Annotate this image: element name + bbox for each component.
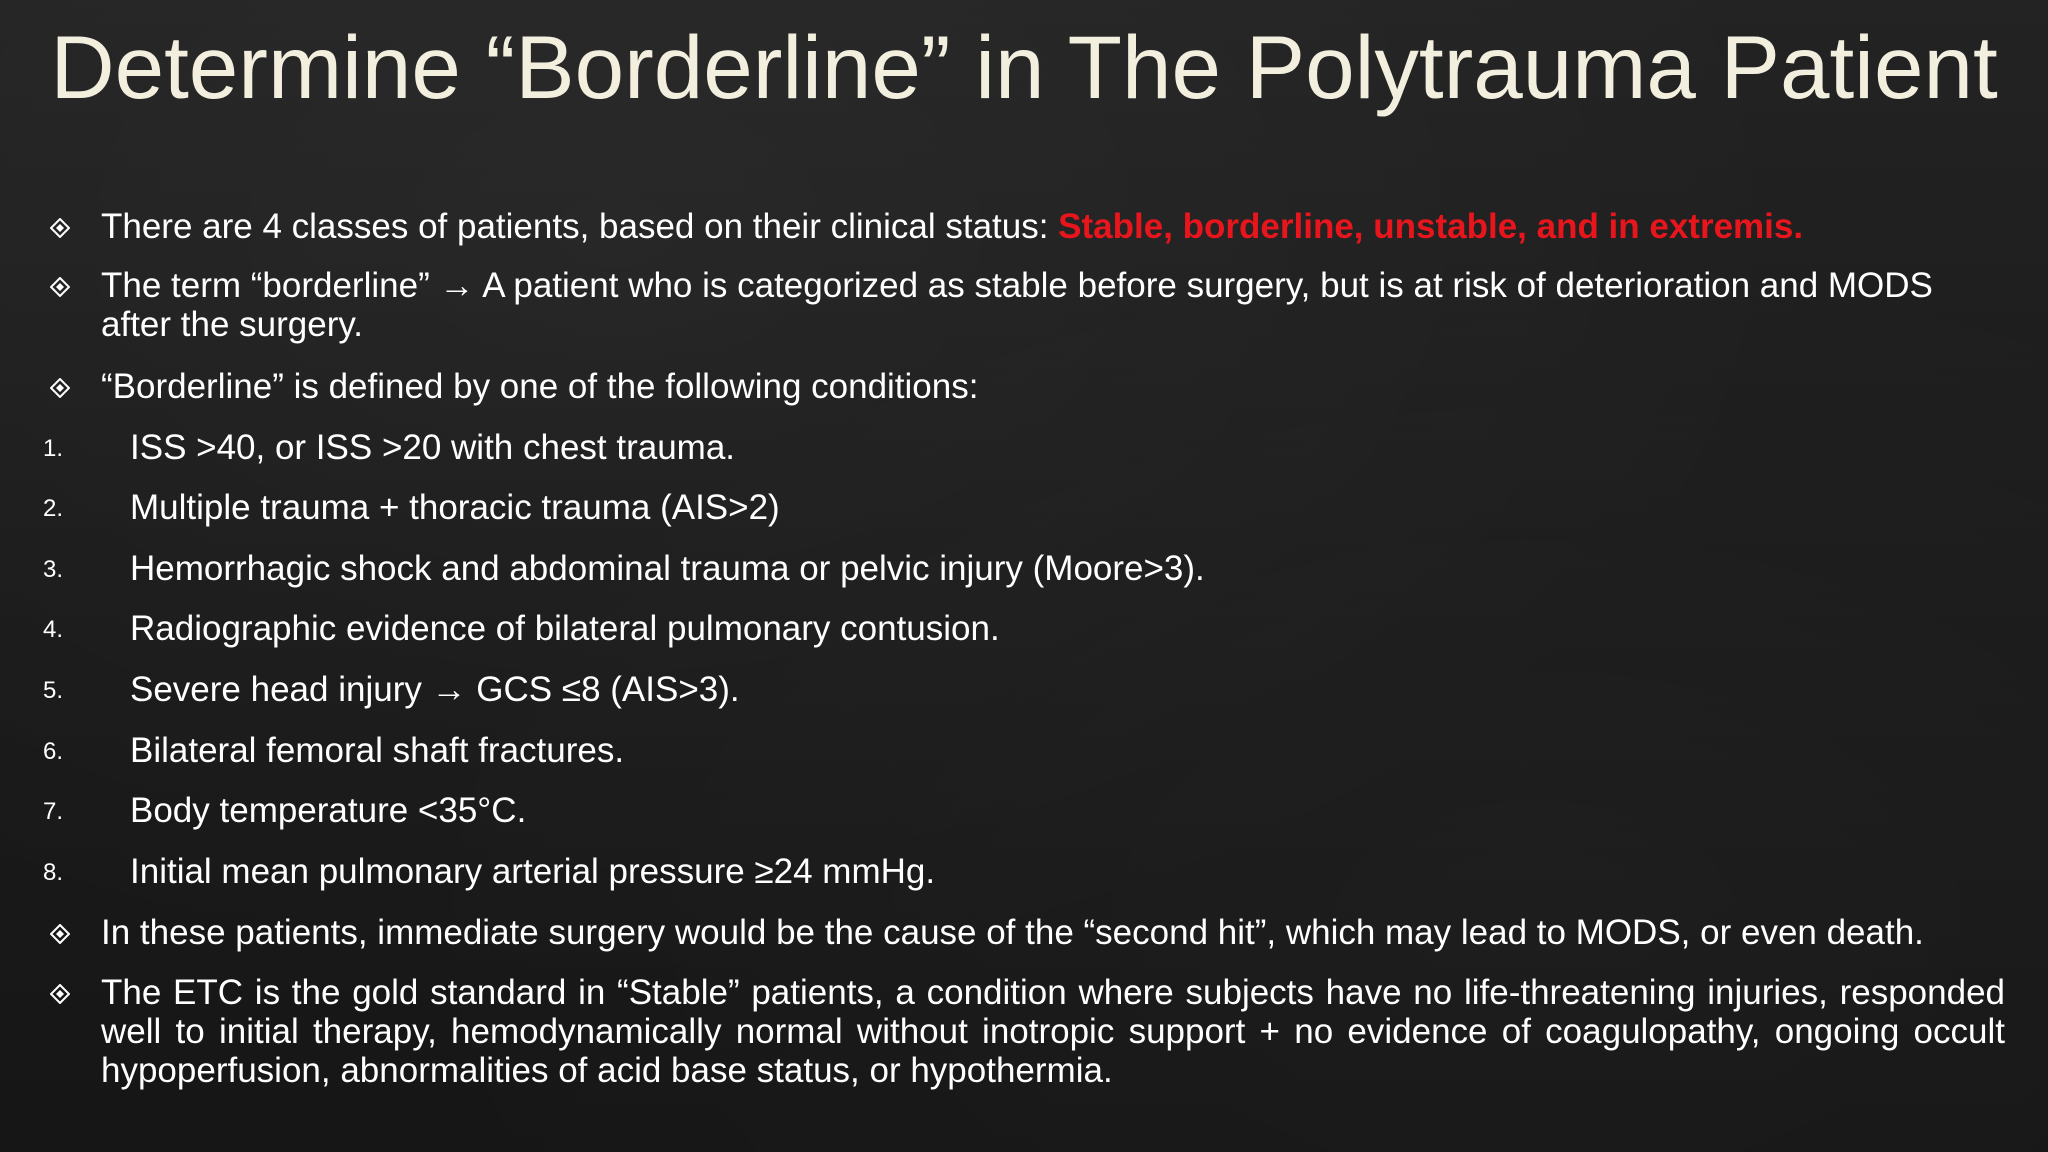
- bullet-text: “Borderline” is defined by one of the following conditions:: [101, 367, 979, 406]
- condition-number: 8.: [43, 859, 64, 886]
- diamond-bullet-icon: [47, 207, 75, 246]
- bullet-text: [101, 207, 2005, 246]
- diamond-bullet-icon: [47, 913, 75, 952]
- condition-number: 7.: [43, 798, 64, 825]
- condition-text: Hemorrhagic shock and abdominal trauma or pelvic injury (Moore>3).: [130, 549, 1205, 588]
- condition-text: Bilateral femoral shaft fractures.: [130, 731, 625, 770]
- condition-text: Radiographic evidence of bilateral pulmonary contusion.: [130, 609, 1000, 648]
- condition-text: Body temperature <35°C.: [130, 791, 527, 830]
- condition-number: 3.: [43, 556, 64, 583]
- diamond-bullet-icon: [47, 973, 75, 1012]
- bullet-plain-text: There are 4 classes of patients, based on their clinical status:: [101, 207, 1059, 246]
- condition-text: Multiple trauma + thoracic trauma (AIS>2): [130, 488, 780, 527]
- condition-number: 6.: [43, 738, 64, 765]
- bullet-text: The ETC is the gold standard in “Stable” patients, a condition where subjects have no life-threatening injuries, responded well to initial therapy, hemodynamically normal without inotropic support + no evidence of coagulopathy, ongoing occult hypoperfusion, abnormalities of acid base status, or hypothermia.: [101, 973, 2005, 1090]
- condition-number: 1.: [43, 435, 64, 462]
- bullet-text: In these patients, immediate surgery would be the cause of the “second hit”, which may lead to MODS, or even death.: [101, 913, 1924, 952]
- condition-text: Severe head injury → GCS ≤8 (AIS>3).: [130, 670, 740, 709]
- condition-number: 4.: [43, 616, 64, 643]
- patient-classes-highlight: Stable, borderline, unstable, and in extremis.: [1058, 207, 1804, 246]
- condition-number: 5.: [43, 677, 64, 704]
- condition-number: 2.: [43, 495, 64, 522]
- diamond-bullet-icon: [47, 367, 75, 406]
- condition-text: ISS >40, or ISS >20 with chest trauma.: [130, 428, 736, 467]
- slide-title: Determine “Borderline” in The Polytrauma Patient: [50, 17, 1998, 117]
- diamond-bullet-icon: [47, 266, 75, 305]
- condition-text: Initial mean pulmonary arterial pressure ≥24 mmHg.: [130, 852, 936, 891]
- bullet-text: The term “borderline” → A patient who is categorized as stable before surgery, but is at risk of deterioration and MODS after the surgery.: [101, 266, 1933, 344]
